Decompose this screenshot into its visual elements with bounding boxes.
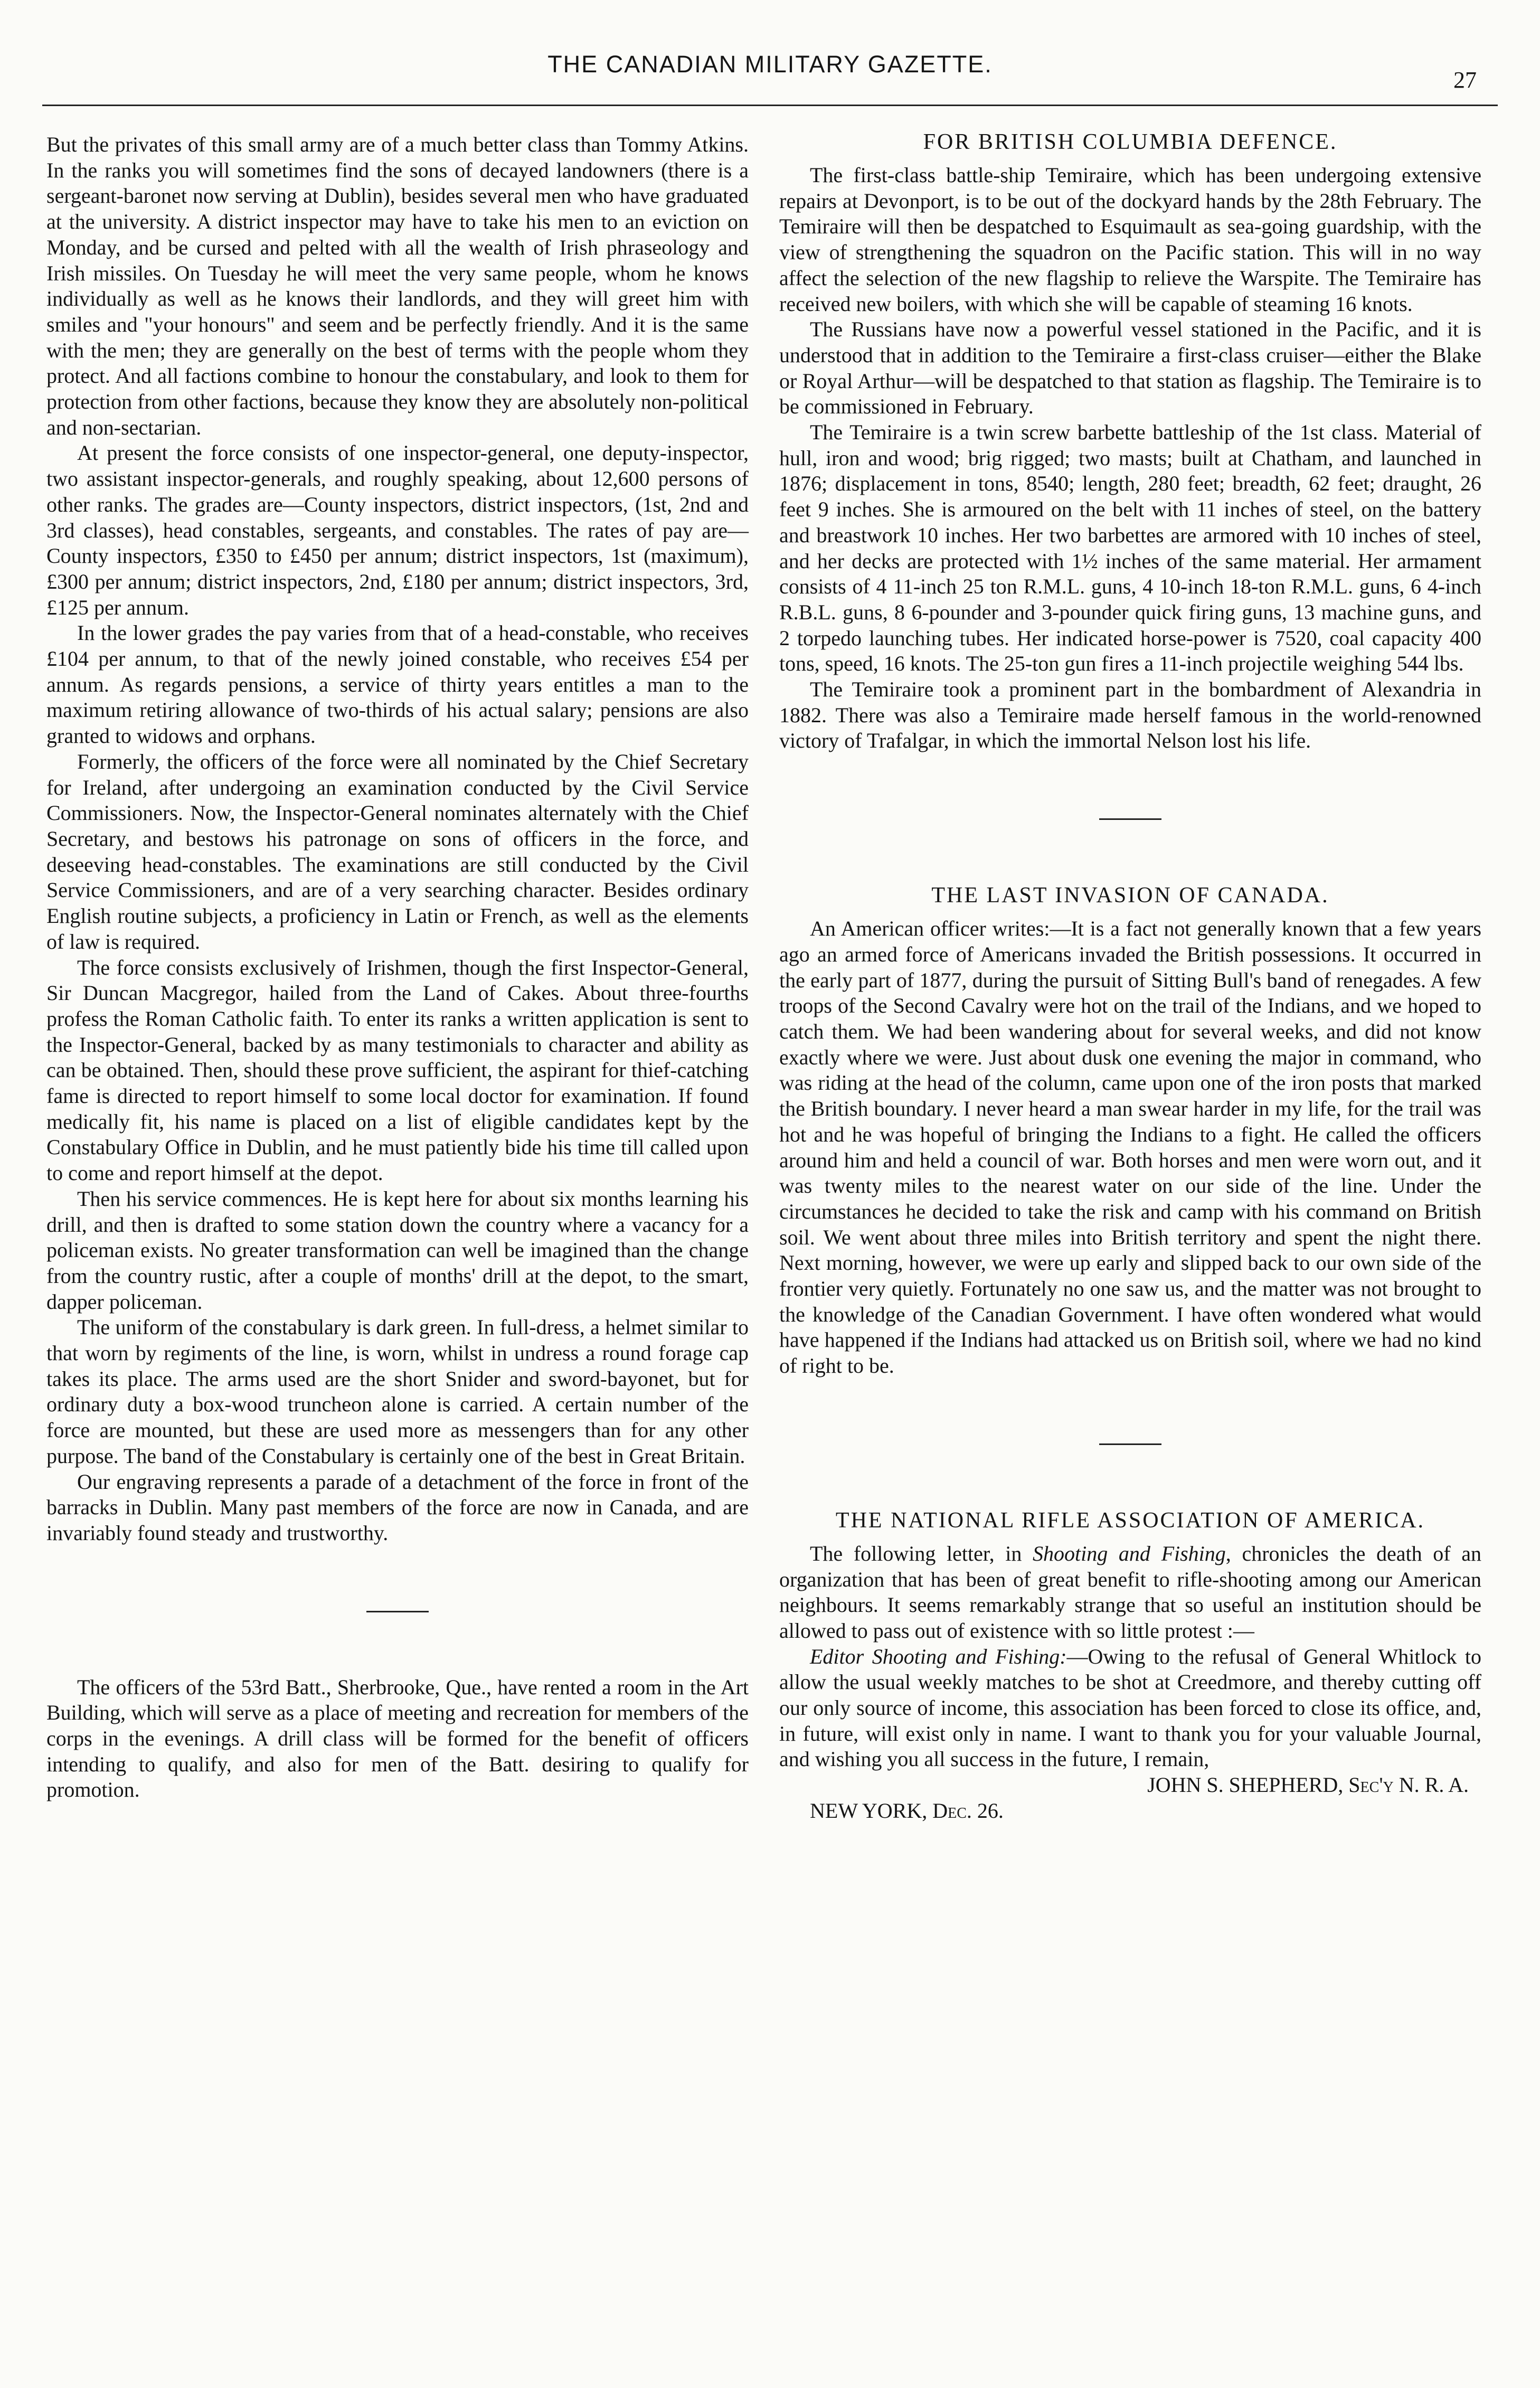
publication-title: THE CANADIAN MILITARY GAZETTE. <box>547 51 993 78</box>
page-number: 27 <box>1453 67 1477 93</box>
constabulary-paragraph-5: The force consists exclusively of Irishmen, though the first Inspector-General, Sir Duncan Macgregor, hailed from the Land of Cakes. About three-fourths profess the Roman Catholic faith. To enter its ranks a written application is sent to the Inspector-General, backed by as many testimonials to character and ability as can be obtained. Then, should these prove sufficient, the aspirant for thief-catching fame is directed to report himself to some local doctor for examination. If found medically fit, his name is placed on a list of eligible candidates kept by the Constabulary Office in Dublin, and he must patiently bide his time till called upon to come and report himself at the depot. <box>46 955 749 1185</box>
article-heading-rifle-association: THE NATIONAL RIFLE ASSOCIATION OF AMERICA. <box>835 1508 1425 1533</box>
intro-source-title: Shooting and Fishing <box>1033 1541 1226 1565</box>
running-head <box>42 51 1498 98</box>
constabulary-paragraph-1: But the privates of this small army are of a much better class than Tommy Atkins. In the ranks you will sometimes find the sons of decayed landowners (there is a sergeant-baronet now serving at Dublin), besides several men who have graduated at the university. A district inspector may have to take his men to an eviction on Monday, and be cursed and pelted with all the wealth of Irish phraseology and Irish missiles. On Tuesday he will meet the very same people, whom he knows individually as well as he knows their landlords, and they will greet him with smiles and "your honours" and seem and be perfectly friendly. And it is the same with the men; they are generally on the best of terms with the people whom they protect. And all factions combine to honour the constabulary, and look to them for protection from other factions, because they know they are absolutely non-political and non-sectarian. <box>46 133 749 439</box>
last-invasion-paragraph-1: An American officer writes:—It is a fact not generally known that a few years ago an armed force of Americans invaded the British possessions. It occurred in the early part of 1877, during the pursuit of Sitting Bull's band of renegades. A few troops of the Second Cavalry were hot on the trail of the Indians, and we hoped to catch them. We had been wandering about for several weeks, and did not know exactly where we were. Just about dusk one evening the major in command, who was riding at the head of the column, came upon one of the iron posts that marked the British boundary. I never heard a man swear harder in my life, for the trail was hot and he was hopeful of bringing the Indians to a fight. He called the officers around him and held a council of war. Both horses and men were worn out, and it was twenty miles to the nearest water on our side of the line. Under the circumstances he decided to take the risk and camp with his command on British soil. We went about three miles into British territory and spent the night there. Next morning, however, we were up early and slipped back to our own side of the frontier very quietly. Fortunately no one saw us, and the matter was not brought to the knowledge of the Canadian Government. I have often wondered what would have happened if the Indians had attacked us on British soil, where we had no kind of right to be. <box>779 917 1481 1378</box>
left-column <box>46 132 749 1803</box>
section-divider <box>1099 818 1161 820</box>
section-divider <box>1099 1443 1161 1445</box>
letter-signature-line <box>779 1772 1481 1798</box>
letter-body: —Owing to the refusal of General Whitlock to allow the usual weekly matches to be shot at Creedmore, and thereby cutting off our only source of income, this association has been forced to close its office, and, in future, will exist only in name. I want to thank you for your valuable Journal, and wishing you all success in the future, I remain, <box>779 1644 1481 1771</box>
bc-defence-paragraph-2: The Russians have now a powerful vessel stationed in the Pacific, and it is understood that in addition to the Temiraire a first-class cruiser—either the Blake or Royal Arthur—will be despatched to that station as flagship. The Temiraire is to be commissioned in February. <box>779 317 1481 419</box>
constabulary-paragraph-6: Then his service commences. He is kept here for about six months learning his drill, and then is drafted to some station down the country where a vacancy for a policeman exists. No greater transformation can well be imagined than the change from the country rustic, after a couple of months' drill at the depot, to the smart, dapper policeman. <box>46 1186 749 1314</box>
section-divider <box>366 1611 429 1612</box>
constabulary-paragraph-2: At present the force consists of one inspector-general, one deputy-inspector, two assistant inspector-generals, and roughly speaking, about 12,600 persons of other ranks. The grades are—County inspectors, district inspectors, (1st, 2nd and 3rd classes), head constables, sergeants, and constables. The rates of pay are—County inspectors, £350 to £450 per annum; district inspectors, 1st (maximum), £300 per annum; district inspectors, 2nd, £180 per annum; district inspectors, 3rd, £125 per annum. <box>46 441 749 619</box>
intro-text-before: The following letter, in <box>810 1541 1033 1565</box>
battalion-notice: The officers of the 53rd Batt., Sherbrooke, Que., have rented a room in the Art Building, which will serve as a place of meeting and recreation for members of the corps in the evenings. A drill class will be formed for the benefit of officers intending to qualify, and also for men of the Batt. desiring to qualify for promotion. <box>46 1675 749 1802</box>
constabulary-paragraph-7: The uniform of the constabulary is dark green. In full-dress, a helmet similar to that worn by regiments of the line, is worn, whilst in undress a round forage cap takes its place. The arms used are the short Snider and sword-bayonet, but for ordinary duty a box-wood truncheon alone is carried. A certain number of the force are mounted, but these are used more as messengers than for any other purpose. The band of the Constabulary is certainly one of the best in Great Britain. <box>46 1315 749 1468</box>
rifle-association-intro <box>779 1541 1481 1644</box>
right-column <box>779 132 1481 1824</box>
rifle-association-letter <box>779 1644 1481 1773</box>
article-heading-last-invasion: THE LAST INVASION OF CANADA. <box>931 883 1329 908</box>
header-rule <box>42 105 1498 106</box>
letter-signature: JOHN S. SHEPHERD, Sec'y N. R. A. <box>1147 1773 1469 1797</box>
article-heading-bc-defence: FOR BRITISH COLUMBIA DEFENCE. <box>923 130 1338 154</box>
bc-defence-paragraph-1: The first-class battle-ship Temiraire, which has been undergoing extensive repairs at Devonport, is to be out of the dockyard hands by the 28th February. The Temiraire will then be despatched to Esquimault as sea-going guardship, with the view of strengthening the squadron on the Pacific station. This will in no way affect the selection of the new flagship to relieve the Warspite. The Temiraire has received new boilers, with which she will be capable of steaming 16 knots. <box>779 163 1481 316</box>
constabulary-paragraph-3: In the lower grades the pay varies from that of a head-constable, who receives £104 per annum, to that of the newly joined constable, who receives £54 per annum. As regards pensions, a service of thirty years entitles a man to the maximum retiring allowance of two-thirds of his actual salary; pensions are also granted to widows and orphans. <box>46 621 749 748</box>
bc-defence-paragraph-4: The Temiraire took a prominent part in the bombardment of Alexandria in 1882. There was also a Temiraire made herself famous in the world-renowned victory of Trafalgar, in which the immortal Nelson lost his life. <box>779 677 1481 753</box>
constabulary-paragraph-8: Our engraving represents a parade of a detachment of the force in front of the barracks in Dublin. Many past members of the force are now in Canada, and are invariably found steady and trustworthy. <box>46 1469 749 1545</box>
letter-dateline: NEW YORK, Dec. 26. <box>810 1798 1004 1823</box>
letter-salutation: Editor Shooting and Fishing: <box>810 1644 1067 1668</box>
bc-defence-paragraph-3: The Temiraire is a twin screw barbette battleship of the 1st class. Material of hull, iron and wood; brig rigged; two masts; built at Chatham, and launched in 1876; displacement in tons, 8540; length, 280 feet; breadth, 62 feet; draught, 26 feet 9 inches. She is armoured on the belt with 11 inches of steel, on the battery and breastwork 10 inches. Her two barbettes are armored with 10 inches of steel, and her decks are protected with 1½ inches of the same material. Her armament consists of 4 11-inch 25 ton R.M.L. guns, 4 10-inch 18-ton R.M.L. guns, 6 4-inch R.B.L. guns, 8 6-pounder and 3-pounder quick firing guns, 13 machine guns, and 2 torpedo launching tubes. Her indicated horse-power is 7520, coal capacity 400 tons, speed, 16 knots. The 25-ton gun fires a 11-inch projectile weighing 544 lbs. <box>779 420 1481 676</box>
constabulary-paragraph-4: Formerly, the officers of the force were all nominated by the Chief Secretary for Ireland, after undergoing an examination conducted by the Civil Service Commissioners. Now, the Inspector-General nominates alternately with the Chief Secretary, and bestows his patronage on sons of officers in the force, and deseeving head-constables. The examinations are still conducted by the Civil Service Commissioners, and are of a very searching character. Besides ordinary English routine subjects, a proficiency in Latin or French, as well as the elements of law is required. <box>46 749 749 954</box>
intro-text-after: , chronicles the death of an organization that has been of great benefit to rifle-shooting among our American neighbours. It seems remarkably strange that so useful an institution should be allowed to pass out of existence with so little protest :— <box>779 1541 1482 1643</box>
